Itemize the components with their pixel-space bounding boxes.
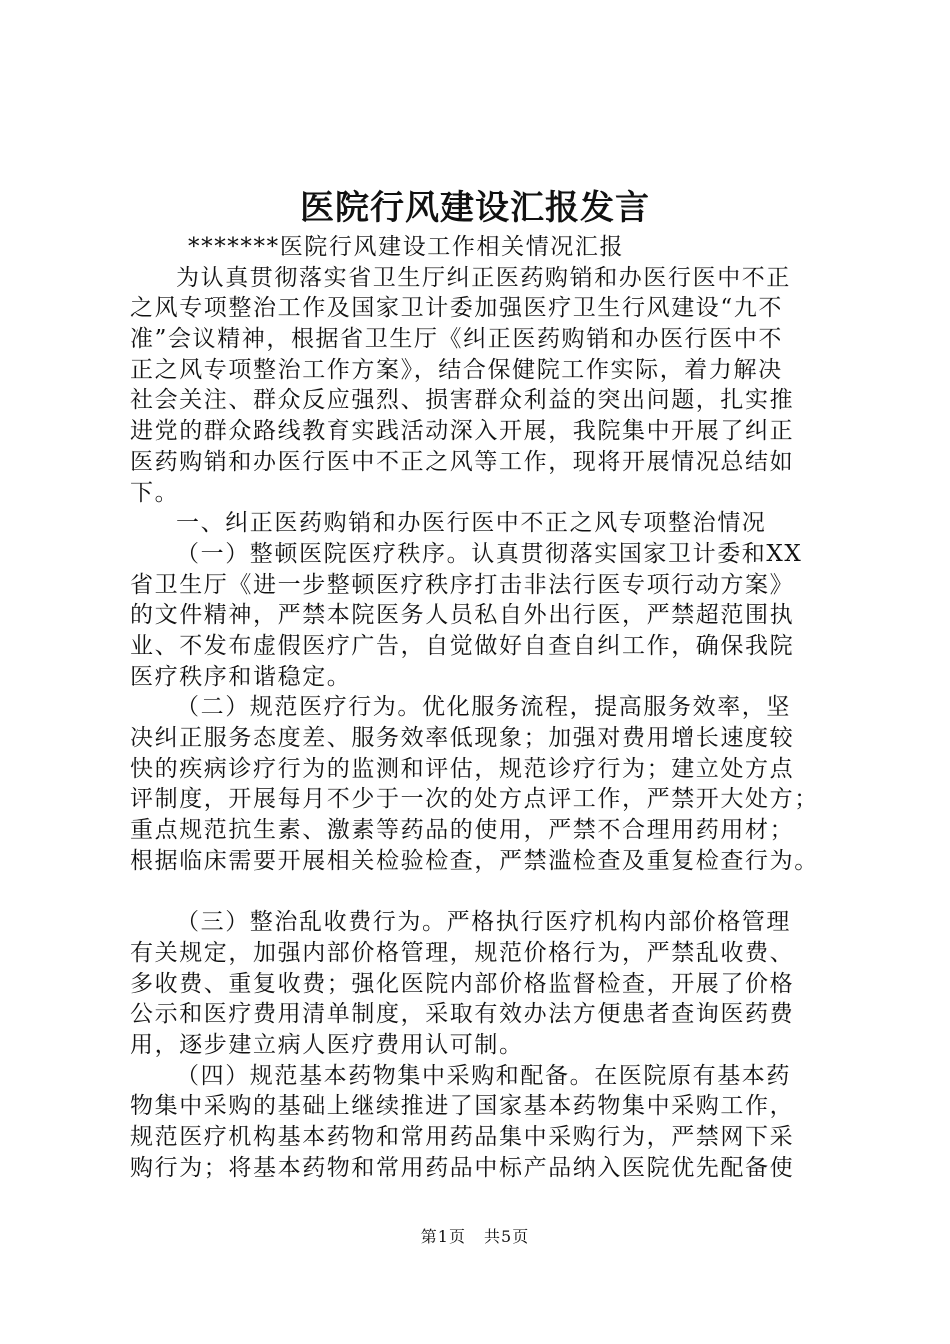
paragraph-line: 有关规定，加强内部价格管理，规范价格行为，严禁乱收费、 [130, 939, 795, 966]
paragraph-line: 评制度，开展每月不少于一次的处方点评工作，严禁开大处方； [130, 786, 819, 813]
document-body [130, 232, 850, 1183]
paragraph-line: 购行为；将基本药物和常用药品中标产品纳入医院优先配备使 [130, 1154, 795, 1181]
paragraph-line: 多收费、重复收费；强化医院内部价格监督检查，开展了价格 [130, 970, 795, 997]
blank-line [130, 876, 850, 907]
paragraph-line: 进党的群众路线教育实践活动深入开展，我院集中开展了纠正 [130, 418, 795, 445]
paragraph-line: 准”会议精神，根据省卫生厅《纠正医药购销和办医行医中不 [130, 326, 783, 353]
page-footer [0, 1226, 950, 1248]
paragraph-line: 省卫生厅《进一步整顿医疗秩序打击非法行医专项行动方案》 [130, 571, 795, 598]
page-total: 共5页 [484, 1227, 530, 1246]
paragraph-line: 业、不发布虚假医疗广告，自觉做好自查自纠工作，确保我院 [130, 632, 795, 659]
paragraph-line: 正之风专项整治工作方案》，结合保健院工作实际，着力解决 [130, 356, 783, 383]
subtitle-line: *******医院行风建设工作相关情况汇报 [188, 234, 625, 260]
paragraph-line: 根据临床需要开展相关检验检查，严禁滥检查及重复检查行为。 [130, 847, 819, 874]
paragraph-line: 规范医疗机构基本药物和常用药品集中采购行为，严禁网下采 [130, 1123, 795, 1150]
paragraph-line: 决纠正服务态度差、服务效率低现象；加强对费用增长速度较 [130, 725, 795, 751]
paragraph-line: 下。 [130, 479, 180, 506]
paragraph-line: 医疗秩序和谐稳定。 [130, 663, 352, 690]
paragraph-line: 之风专项整治工作及国家卫计委加强医疗卫生行风建设“九不 [130, 295, 783, 322]
paragraph-line: 的文件精神，严禁本院医务人员私自外出行医，严禁超范围执 [130, 602, 795, 629]
paragraph-line: （一）整顿医院医疗秩序。认真贯彻落实国家卫计委和XX [176, 540, 803, 567]
paragraph-line: （二）规范医疗行为。优化服务流程，提高服务效率，坚 [176, 694, 791, 721]
paragraph-line: 快的疾病诊疗行为的监测和评估，规范诊疗行为；建立处方点 [130, 755, 795, 782]
paragraph-line: 社会关注、群众反应强烈、损害群众利益的突出问题，扎实推 [130, 387, 795, 414]
section-heading: 一、纠正医药购销和办医行医中不正之风专项整治情况 [176, 510, 767, 537]
paragraph-line: （四）规范基本药物集中采购和配备。在医院原有基本药 [176, 1062, 791, 1089]
paragraph-line: 用，逐步建立病人医疗费用认可制。 [130, 1031, 524, 1058]
document-title: 医院行风建设汇报发言 [300, 188, 650, 228]
paragraph-line: 重点规范抗生素、激素等药品的使用，严禁不合理用药用材； [130, 817, 795, 844]
paragraph-line: （三）整治乱收费行为。严格执行医疗机构内部价格管理 [176, 909, 791, 936]
page-number: 第1页 [420, 1227, 466, 1246]
paragraph-line: 医药购销和办医行医中不正之风等工作，现将开展情况总结如 [130, 448, 795, 475]
paragraph-line: 为认真贯彻落实省卫生厅纠正医药购销和办医行医中不正 [176, 264, 791, 291]
paragraph-line: 公示和医疗费用清单制度，采取有效办法方便患者查询医药费 [130, 1001, 795, 1028]
paragraph-line: 物集中采购的基础上继续推进了国家基本药物集中采购工作， [130, 1093, 795, 1120]
